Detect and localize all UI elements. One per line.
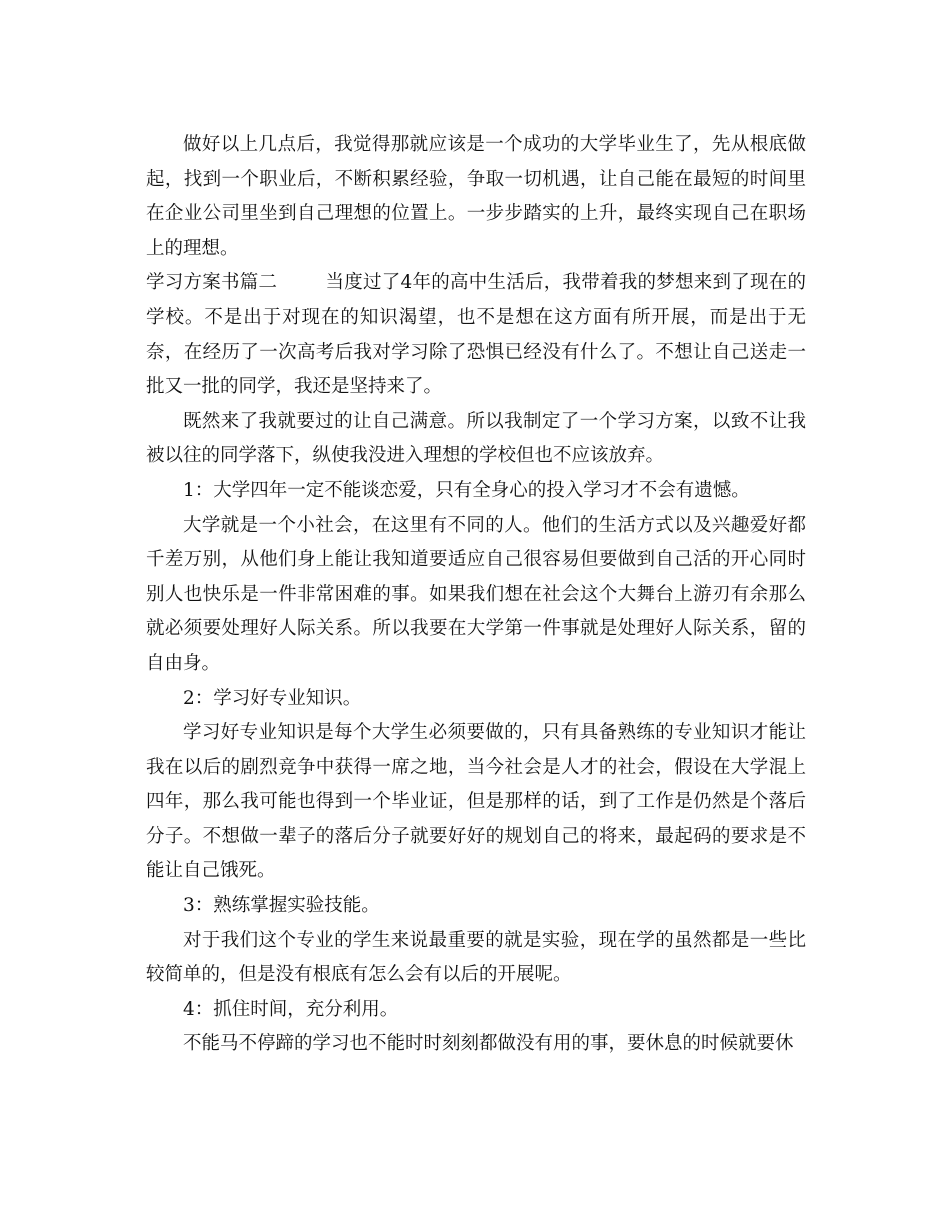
paragraph: 做好以上几点后，我觉得那就应该是一个成功的大学毕业生了，先从根底做起，找到一个职业后，不断积累经验，争取一切机遇，让自己能在最短的时间里在企业公司里坐到自己理想的位置上。一步步踏实的上升，最终实现自己在职场上的理想。	[146, 134, 806, 259]
list-item: 3：熟练掌握实验技能。	[183, 895, 380, 917]
list-item: 2：学习好专业知识。	[183, 687, 362, 709]
section-heading: 学习方案书篇二	[146, 272, 278, 294]
paragraph: 对于我们这个专业的学生来说最重要的就是实验，现在学的虽然都是一些比较简单的，但是没有根底有怎么会有以后的开展呢。	[146, 929, 806, 986]
paragraph: 既然来了我就要过的让自己满意。所以我制定了一个学习方案，以致不让我被以往的同学落下，纵使我没进入理想的学校但也不应该放弃。	[146, 410, 806, 467]
list-item: 4：抓住时间，充分利用。	[183, 998, 399, 1020]
document-body	[146, 128, 806, 1062]
paragraph: 不能马不停蹄的学习也不能时时刻刻都做没有用的事，要休息的时候就要休	[183, 1033, 794, 1055]
paragraph: 学习好专业知识是每个大学生必须要做的，只有具备熟练的专业知识才能让我在以后的剧烈竞争中获得一席之地，当今社会是人才的社会，假设在大学混上四年，那么我可能也得到一个毕业证，但是那样的话，到了工作是仍然是个落后分子。不想做一辈子的落后分子就要好好的规划自己的将来，最起码的要求是不能让自己饿死。	[146, 722, 806, 882]
paragraph-with-heading	[146, 266, 806, 404]
paragraph-text: 当度过了4年的高中生活后，我带着我的梦想来到了现在的学校。不是出于对现在的知识渴望，也不是想在这方面有所开展，而是出于无奈，在经历了一次高考后我对学习除了恐惧已经没有什么了。不想让自己送走一批又一批的同学，我还是坚持来了。	[146, 272, 806, 398]
paragraph: 大学就是一个小社会，在这里有不同的人。他们的生活方式以及兴趣爱好都千差万别，从他们身上能让我知道要适应自己很容易但要做到自己活的开心同时别人也快乐是一件非常困难的事。如果我们想在社会这个大舞台上游刃有余那么就必须要处理好人际关系。所以我要在大学第一件事就是处理好人际关系，留的自由身。	[146, 514, 806, 674]
list-item: 1：大学四年一定不能谈恋爱，只有全身心的投入学习才不会有遗憾。	[183, 479, 750, 501]
